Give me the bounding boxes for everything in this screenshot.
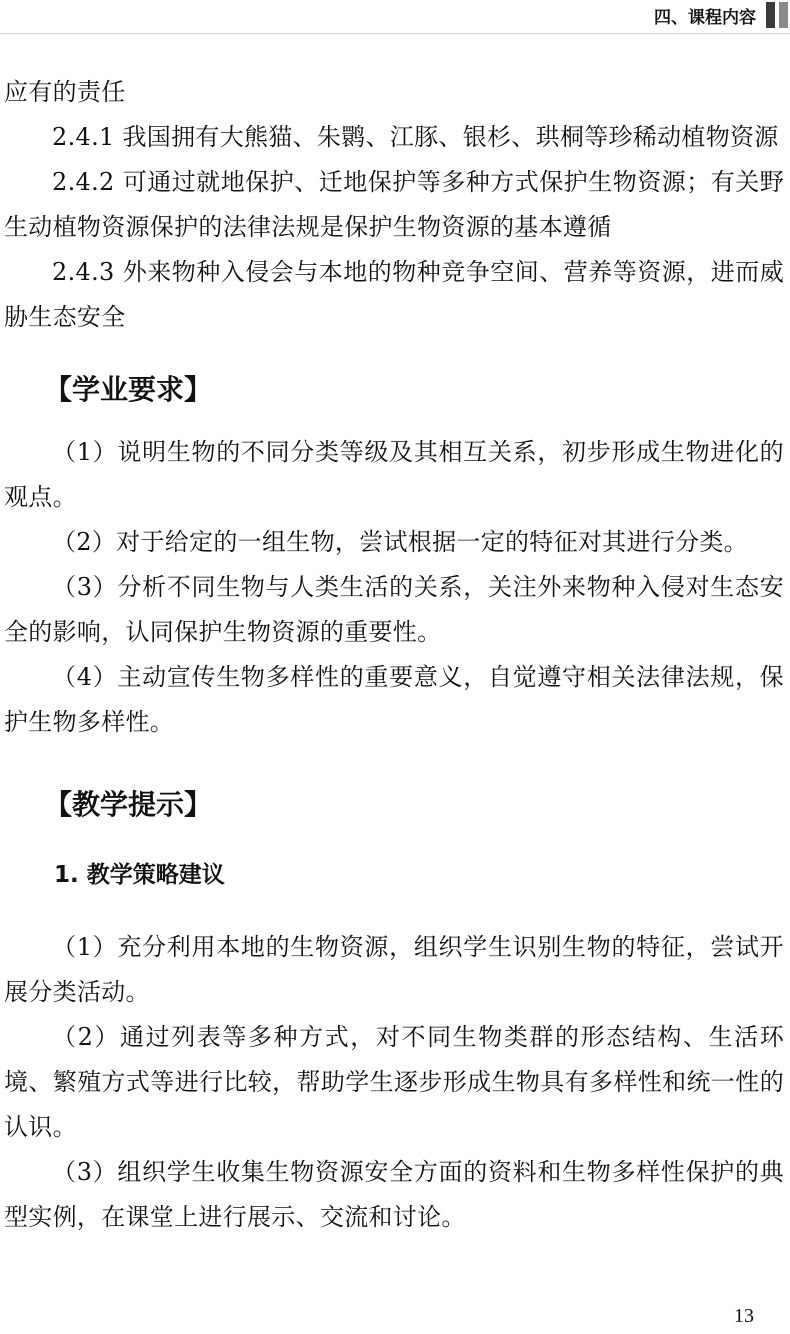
section-title-academic-requirements: 【学业要求】 <box>44 373 213 406</box>
paragraph-2-4-3: 2.4.3 外来物种入侵会与本地的物种竞争空间、营养等资源，进而威胁生态安全 <box>4 258 784 331</box>
requirement-item: （2）对于给定的一组生物，尝试根据一定的特征对其进行分类。 <box>52 528 748 556</box>
strategy-item: （1）充分利用本地的生物资源，组织学生识别生物的特征，尝试开展分类活动。 <box>4 933 784 1006</box>
subsection-title-strategy: 1. 教学策略建议 <box>54 862 225 888</box>
paragraph-2-4-2: 2.4.2 可通过就地保护、迁地保护等多种方式保护生物资源；有关野生动植物资源保护的法律法规是保护生物资源的基本遵循 <box>4 168 784 241</box>
header-bars-decoration <box>766 2 788 28</box>
header-divider <box>0 33 790 34</box>
running-header <box>654 0 790 30</box>
paragraph-2-4-1: 2.4.1 我国拥有大熊猫、朱鹮、江豚、银杉、珙桐等珍稀动植物资源 <box>52 123 779 151</box>
requirement-item: （3）分析不同生物与人类生活的关系，关注外来物种入侵对生态安全的影响，认同保护生物资源的重要性。 <box>4 573 784 646</box>
header-bar-dark <box>766 2 775 28</box>
page-body <box>4 70 784 1240</box>
strategy-item: （2）通过列表等多种方式，对不同生物类群的形态结构、生活环境、繁殖方式等进行比较，帮助学生逐步形成生物具有多样性和统一性的认识。 <box>4 1023 784 1141</box>
header-bar-light <box>779 2 788 28</box>
page-number: 13 <box>734 1305 754 1327</box>
requirement-item: （1）说明生物的不同分类等级及其相互关系，初步形成生物进化的观点。 <box>4 438 784 511</box>
running-header-title: 四、课程内容 <box>654 7 756 28</box>
section-title-teaching-tips: 【教学提示】 <box>44 788 213 821</box>
requirement-item: （4）主动宣传生物多样性的重要意义，自觉遵守相关法律法规，保护生物多样性。 <box>4 663 784 736</box>
strategy-item: （3）组织学生收集生物资源安全方面的资料和生物多样性保护的典型实例，在课堂上进行展示、交流和讨论。 <box>4 1158 784 1231</box>
paragraph-continuation: 应有的责任 <box>4 78 126 106</box>
